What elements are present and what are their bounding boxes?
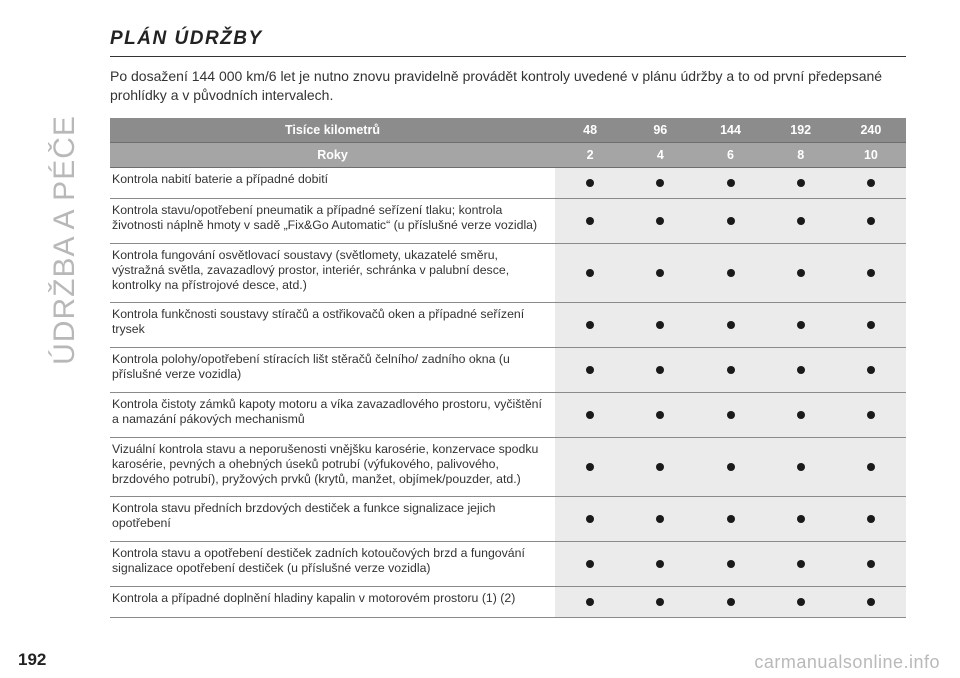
row-cells [555, 244, 906, 302]
check-dot-icon [586, 463, 594, 471]
check-dot-icon [727, 463, 735, 471]
interval-cell [555, 587, 625, 617]
check-dot-icon [727, 411, 735, 419]
interval-cell [555, 168, 625, 198]
header-value: 192 [790, 123, 812, 137]
interval-cell [625, 542, 695, 586]
interval-cell [766, 303, 836, 347]
interval-cell [766, 497, 836, 541]
interval-cell [836, 438, 906, 496]
check-dot-icon [797, 560, 805, 568]
watermark: carmanualsonline.info [754, 652, 940, 672]
interval-cell [695, 348, 765, 392]
check-dot-icon [727, 217, 735, 225]
check-dot-icon [797, 179, 805, 187]
header-row-km [110, 118, 906, 143]
table-row [110, 168, 906, 199]
interval-cell [555, 497, 625, 541]
interval-cell [555, 348, 625, 392]
row-cells [555, 542, 906, 586]
interval-cell [766, 199, 836, 243]
header-value: 10 [863, 148, 878, 162]
check-dot-icon [867, 463, 875, 471]
check-dot-icon [867, 269, 875, 277]
check-dot-icon [727, 179, 735, 187]
check-dot-icon [586, 515, 594, 523]
header-years-label: Roky [317, 148, 348, 162]
interval-cell [625, 244, 695, 302]
interval-cell [695, 393, 765, 437]
row-label: Kontrola stavu a opotřebení destiček zadních kotoučových brzd a fungování signalizace opotřebení destiček (u příslušné verze vozidla) [112, 546, 525, 575]
interval-cell [836, 587, 906, 617]
interval-cell [836, 199, 906, 243]
interval-cell [625, 393, 695, 437]
interval-cell [625, 438, 695, 496]
check-dot-icon [727, 269, 735, 277]
interval-cell [625, 348, 695, 392]
table-row [110, 393, 906, 438]
side-section-title [40, 30, 90, 450]
header-years-values [555, 148, 906, 162]
table-row [110, 587, 906, 618]
interval-cell [555, 393, 625, 437]
row-cells [555, 168, 906, 198]
interval-cell [695, 542, 765, 586]
interval-cell [625, 199, 695, 243]
interval-cell [695, 244, 765, 302]
check-dot-icon [797, 463, 805, 471]
row-cells [555, 303, 906, 347]
table-row [110, 199, 906, 244]
interval-cell [625, 303, 695, 347]
interval-cell [625, 497, 695, 541]
table-body [110, 168, 906, 618]
interval-cell [836, 244, 906, 302]
row-cells [555, 199, 906, 243]
check-dot-icon [656, 411, 664, 419]
header-value: 4 [656, 148, 664, 162]
side-section-title-text: ÚDRŽBA A PÉČE [48, 115, 81, 365]
check-dot-icon [586, 598, 594, 606]
check-dot-icon [797, 515, 805, 523]
check-dot-icon [586, 217, 594, 225]
check-dot-icon [586, 321, 594, 329]
check-dot-icon [867, 598, 875, 606]
check-dot-icon [797, 269, 805, 277]
row-label: Kontrola funkčnosti soustavy stíračů a ostřikovačů oken a případné seřízení trysek [112, 307, 525, 336]
header-value: 240 [860, 123, 882, 137]
row-cells [555, 438, 906, 496]
check-dot-icon [727, 366, 735, 374]
check-dot-icon [586, 179, 594, 187]
interval-cell [695, 497, 765, 541]
interval-cell [555, 303, 625, 347]
row-label: Kontrola nabití baterie a případné dobití [112, 172, 329, 186]
check-dot-icon [727, 515, 735, 523]
row-label: Vizuální kontrola stavu a neporušenosti vnějšku karosérie, konzervace spodku karosérie, pevných a ohebných úseků potrubí (výfukového, palivového, brzdového potrubí), pryžových prvků (krytů, manžet, objímek/pouzder, atd.) [112, 442, 539, 486]
interval-cell [555, 199, 625, 243]
interval-cell [695, 199, 765, 243]
check-dot-icon [867, 411, 875, 419]
table-row [110, 542, 906, 587]
page-title: PLÁN ÚDRŽBY [110, 28, 906, 57]
check-dot-icon [867, 515, 875, 523]
interval-cell [555, 244, 625, 302]
interval-cell [695, 303, 765, 347]
row-label: Kontrola čistoty zámků kapoty motoru a víka zavazadlového prostoru, vyčištění a namazání pákových mechanismů [112, 397, 542, 426]
header-value: 6 [727, 148, 734, 162]
header-value: 96 [653, 123, 668, 137]
check-dot-icon [586, 560, 594, 568]
check-dot-icon [586, 269, 594, 277]
check-dot-icon [656, 179, 664, 187]
header-value: 2 [586, 148, 594, 162]
row-label: Kontrola fungování osvětlovací soustavy (světlomety, ukazatelé směru, výstražná světla, zavazadlový prostor, interiér, schránka v palubní desce, kontrolky na přístrojové desce, atd.) [112, 248, 510, 292]
table-row [110, 303, 906, 348]
check-dot-icon [656, 598, 664, 606]
interval-cell [555, 438, 625, 496]
check-dot-icon [586, 411, 594, 419]
table-row [110, 438, 906, 497]
row-label: Kontrola polohy/opotřebení stíracích lišt stěračů čelního/ zadního okna (u příslušné verze vozidla) [112, 352, 510, 381]
row-cells [555, 497, 906, 541]
check-dot-icon [656, 321, 664, 329]
check-dot-icon [797, 217, 805, 225]
interval-cell [625, 168, 695, 198]
header-row-years [110, 143, 906, 168]
interval-cell [625, 587, 695, 617]
interval-cell [695, 438, 765, 496]
interval-cell [695, 168, 765, 198]
check-dot-icon [727, 598, 735, 606]
table-row [110, 244, 906, 303]
interval-cell [836, 542, 906, 586]
check-dot-icon [656, 515, 664, 523]
row-label: Kontrola stavu předních brzdových destiček a funkce signalizace jejich opotřebení [112, 501, 496, 530]
interval-cell [836, 348, 906, 392]
interval-cell [766, 438, 836, 496]
interval-cell [766, 393, 836, 437]
interval-cell [766, 168, 836, 198]
interval-cell [766, 348, 836, 392]
interval-cell [766, 244, 836, 302]
check-dot-icon [867, 179, 875, 187]
interval-cell [836, 497, 906, 541]
check-dot-icon [797, 411, 805, 419]
check-dot-icon [867, 560, 875, 568]
check-dot-icon [727, 560, 735, 568]
check-dot-icon [656, 217, 664, 225]
interval-cell [836, 393, 906, 437]
check-dot-icon [656, 463, 664, 471]
interval-cell [555, 542, 625, 586]
check-dot-icon [867, 366, 875, 374]
check-dot-icon [727, 321, 735, 329]
row-cells [555, 393, 906, 437]
check-dot-icon [656, 560, 664, 568]
header-km-label: Tisíce kilometrů [285, 123, 380, 137]
page-number: 192 [18, 650, 47, 669]
check-dot-icon [797, 366, 805, 374]
row-cells [555, 348, 906, 392]
check-dot-icon [586, 366, 594, 374]
page-header [110, 28, 906, 105]
check-dot-icon [867, 217, 875, 225]
header-value: 48 [583, 123, 598, 137]
check-dot-icon [797, 321, 805, 329]
interval-cell [836, 168, 906, 198]
check-dot-icon [867, 321, 875, 329]
check-dot-icon [656, 366, 664, 374]
header-value: 144 [720, 123, 741, 137]
header-km-values [555, 123, 906, 137]
interval-cell [836, 303, 906, 347]
check-dot-icon [797, 598, 805, 606]
table-row [110, 348, 906, 393]
maintenance-table [110, 118, 906, 618]
check-dot-icon [656, 269, 664, 277]
header-value: 8 [797, 148, 805, 162]
intro-paragraph: Po dosažení 144 000 km/6 let je nutno znovu pravidelně provádět kontroly uvedené v plánu údržby a to od první předepsané prohlídky a v původních intervalech. [110, 68, 883, 103]
row-label: Kontrola a případné doplnění hladiny kapalin v motorovém prostoru (1) (2) [112, 591, 516, 605]
row-cells [555, 587, 906, 617]
interval-cell [766, 587, 836, 617]
table-row [110, 497, 906, 542]
interval-cell [766, 542, 836, 586]
interval-cell [695, 587, 765, 617]
row-label: Kontrola stavu/opotřebení pneumatik a případné seřízení tlaku; kontrola životnosti náplně hmoty v sadě „Fix&Go Automatic“ (u příslušné verze vozidla) [112, 203, 538, 232]
